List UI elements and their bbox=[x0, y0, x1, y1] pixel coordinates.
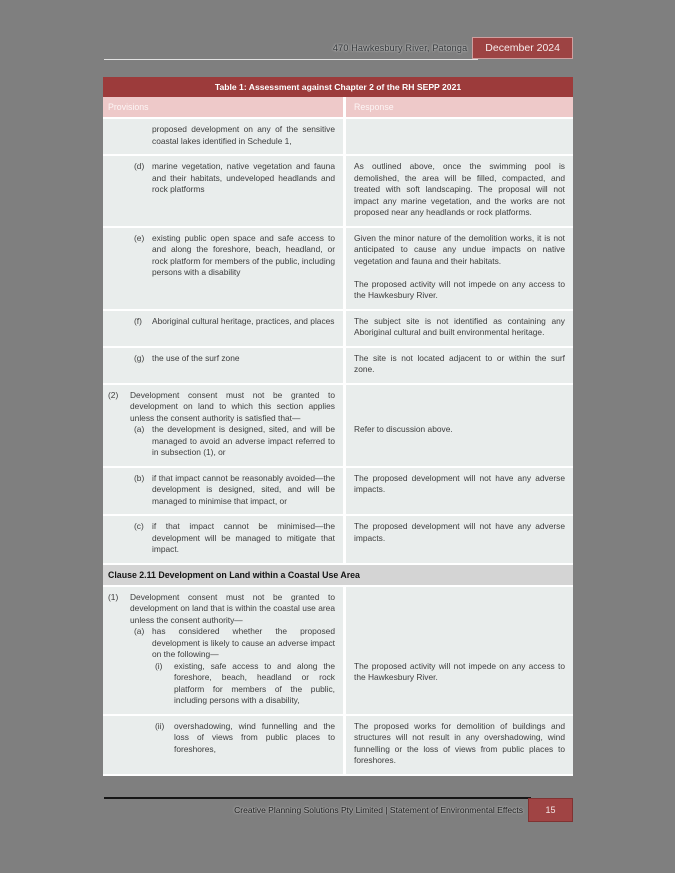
provision-item bbox=[134, 473, 335, 508]
item-marker: (d) bbox=[134, 161, 145, 171]
response-paragraph: The proposed development will not have any adverse impacts. bbox=[354, 521, 565, 543]
item-marker: (g) bbox=[134, 352, 145, 363]
response-paragraph: The proposed activity will not impede on any access to the Hawkesbury River. bbox=[354, 660, 565, 682]
table-row bbox=[103, 514, 573, 563]
response-paragraph: Given the minor nature of the demolition works, it is not anticipated to cause any undue impacts on native vegetation and fauna and their habitats. bbox=[354, 232, 565, 266]
provision-cell bbox=[103, 516, 346, 563]
response-paragraph: As outlined above, once the swimming pool is demolished, the area will be filled, compacted, and treated with soft landscaping. The proposal will not impact any marine vegetation, and the works are not proposed near any headlands or rock platforms. bbox=[354, 161, 565, 217]
item-marker: (f) bbox=[134, 315, 142, 326]
response-paragraph: The proposed activity will not impede on any access to the Hawkesbury River. bbox=[354, 278, 565, 300]
provision-cell bbox=[103, 228, 346, 309]
provision-item bbox=[134, 161, 335, 196]
table-row bbox=[103, 309, 573, 346]
item-marker: (2) bbox=[108, 389, 119, 400]
provision-item bbox=[108, 390, 335, 425]
date-badge: December 2024 bbox=[472, 37, 573, 59]
item-text: if that impact cannot be reasonably avoided—the development is designed, sited, and will be managed to minimise that impact, or bbox=[152, 472, 335, 506]
item-text: has considered whether the proposed development is likely to cause an adverse impact on the following— bbox=[152, 626, 335, 659]
item-text: proposed development on any of the sensitive coastal lakes identified in Schedule 1, bbox=[152, 124, 335, 146]
provision-item bbox=[155, 661, 335, 707]
footer-text: Creative Planning Solutions Pty Limited | Statement of Environmental Effects bbox=[234, 805, 523, 815]
item-text: if that impact cannot be minimised—the development will be managed to mitigate that impact. bbox=[152, 521, 335, 554]
item-text: the development is designed, sited, and will be managed to avoid an adverse impact referred to in subsection (1), or bbox=[152, 424, 335, 457]
table-row bbox=[103, 346, 573, 383]
response-paragraph: Refer to discussion above. bbox=[354, 423, 453, 434]
response-paragraph: The subject site is not identified as containing any Aboriginal cultural and built environmental heritage. bbox=[354, 315, 565, 337]
response-cell bbox=[346, 587, 573, 714]
table-row bbox=[103, 226, 573, 309]
response-cell bbox=[346, 348, 573, 383]
header-rule bbox=[104, 59, 478, 60]
page-header bbox=[103, 36, 573, 60]
provision-item bbox=[134, 626, 335, 661]
item-marker: (c) bbox=[134, 521, 144, 531]
item-marker: (e) bbox=[134, 232, 145, 243]
response-cell bbox=[346, 311, 573, 346]
provision-cell bbox=[103, 468, 346, 515]
item-marker bbox=[134, 124, 152, 147]
page-footer bbox=[103, 797, 573, 829]
table-title: Table 1: Assessment against Chapter 2 of the RH SEPP 2021 bbox=[103, 77, 573, 97]
table-row bbox=[103, 714, 573, 774]
provision-item bbox=[134, 124, 335, 147]
column-header-response: Response bbox=[354, 102, 394, 112]
item-marker: (b) bbox=[134, 472, 145, 483]
footer-rule bbox=[104, 797, 531, 799]
table-section-header: Clause 2.11 Development on Land within a Coastal Use Area bbox=[103, 563, 573, 585]
provision-item bbox=[134, 316, 335, 328]
response-cell bbox=[346, 156, 573, 226]
response-paragraph: The site is not located adjacent to or within the surf zone. bbox=[354, 352, 565, 374]
item-marker: (a) bbox=[134, 626, 145, 636]
response-cell bbox=[346, 516, 573, 563]
assessment-table bbox=[103, 77, 573, 776]
provision-item bbox=[108, 592, 335, 627]
provision-cell bbox=[103, 385, 346, 466]
provision-cell bbox=[103, 348, 346, 383]
header-doc-reference: 470 Hawkesbury River, Patonga bbox=[332, 43, 468, 53]
item-text: the use of the surf zone bbox=[152, 352, 240, 363]
item-text: overshadowing, wind funnelling and the loss of views from public places to foreshores, bbox=[174, 720, 335, 754]
item-marker: (a) bbox=[134, 424, 145, 434]
item-text: Aboriginal cultural heritage, practices, and places bbox=[152, 315, 335, 326]
table-body bbox=[103, 117, 573, 776]
response-paragraph: The proposed works for demolition of buildings and structures will not result in any overshadowing, wind funnelling or the loss of views from public places to foreshores. bbox=[354, 720, 565, 765]
column-header-provisions: Provisions bbox=[103, 97, 346, 117]
item-marker: (i) bbox=[155, 660, 163, 671]
provision-item bbox=[134, 424, 335, 459]
table-row bbox=[103, 585, 573, 714]
response-cell bbox=[346, 468, 573, 515]
table-row bbox=[103, 466, 573, 515]
item-text: marine vegetation, native vegetation and fauna and their habitats, undeveloped headlands and rock platforms bbox=[152, 161, 335, 194]
response-paragraph: The proposed development will not have any adverse impacts. bbox=[354, 472, 565, 494]
table-column-headers bbox=[103, 97, 573, 117]
item-marker: (1) bbox=[108, 591, 119, 602]
page-number-badge: 15 bbox=[528, 798, 573, 822]
provision-item bbox=[155, 721, 335, 756]
provision-cell bbox=[103, 119, 346, 154]
table-row bbox=[103, 117, 573, 154]
table-row bbox=[103, 154, 573, 226]
item-text: Development consent must not be granted to development on land that is within the coastal use area unless the consent authority— bbox=[130, 591, 335, 625]
response-cell bbox=[346, 119, 573, 154]
provision-cell bbox=[103, 587, 346, 714]
provision-cell bbox=[103, 156, 346, 226]
item-marker: (ii) bbox=[155, 720, 165, 731]
provision-cell bbox=[103, 311, 346, 346]
provision-cell bbox=[103, 716, 346, 774]
item-text: existing, safe access to and along the foreshore, beach, headland or rock platform for members of the public, including persons with a disability, bbox=[174, 660, 335, 705]
provision-item bbox=[134, 233, 335, 279]
table-row bbox=[103, 383, 573, 466]
item-text: Development consent must not be granted to development on land to which this section applies unless the consent authority is satisfied that— bbox=[130, 389, 335, 423]
provision-item bbox=[134, 353, 335, 365]
response-cell bbox=[346, 228, 573, 309]
item-text: existing public open space and safe access to and along the foreshore, beach, headland, or rock platform for members of the public, including persons with a disability bbox=[152, 232, 335, 277]
response-cell bbox=[346, 716, 573, 774]
provision-item bbox=[134, 521, 335, 556]
response-cell bbox=[346, 385, 573, 466]
